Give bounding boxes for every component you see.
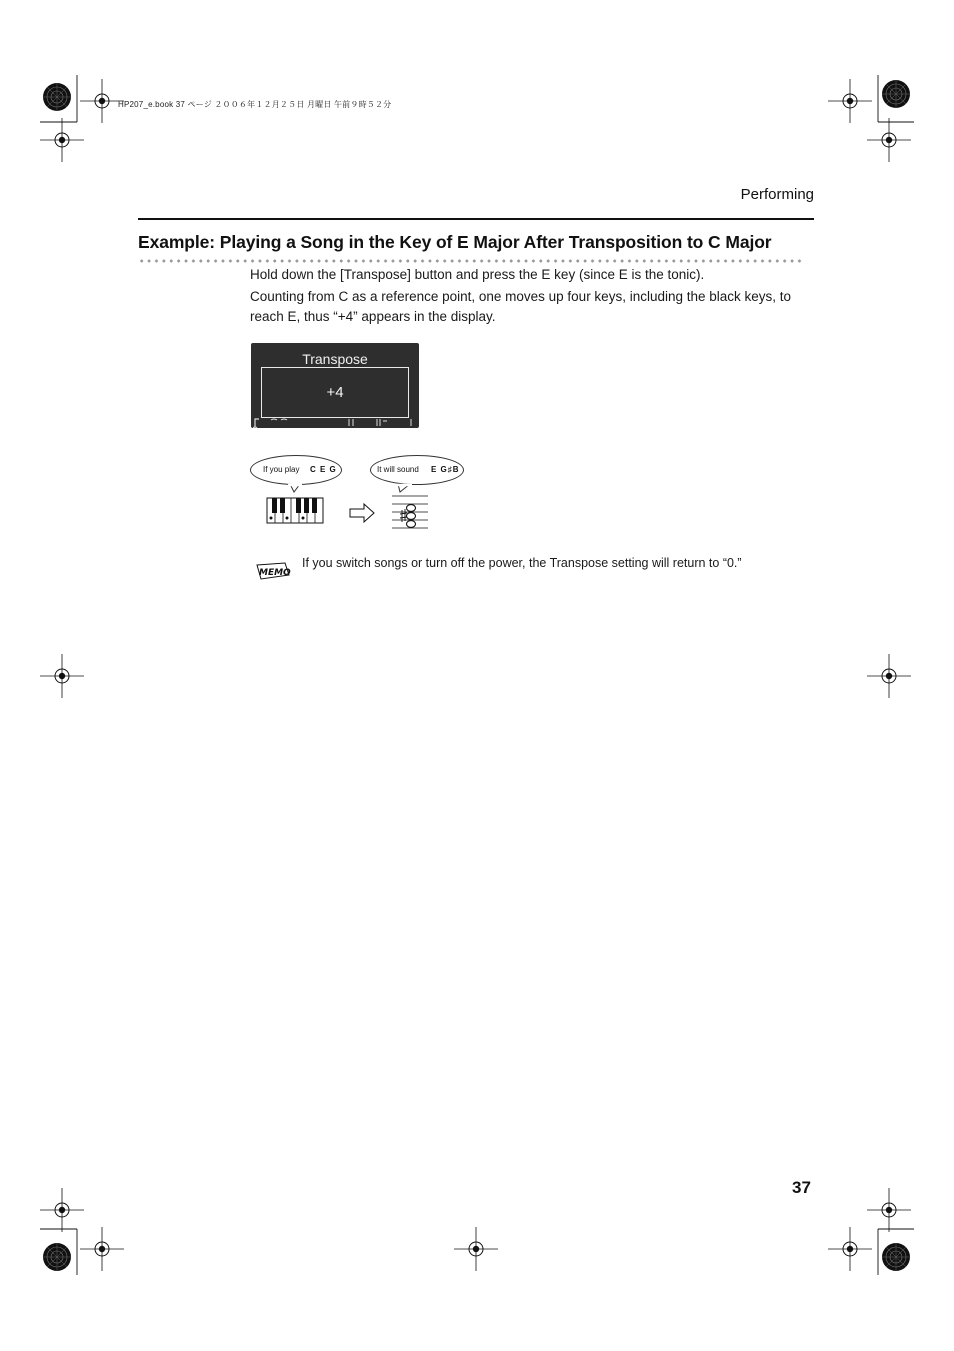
arrow-right-icon — [350, 504, 374, 522]
lcd-transpose-value: +4 — [326, 384, 344, 401]
print-header: HP207_e.book 37 ページ ２００６年１２月２５日 月曜日 午前９時５２分 — [118, 100, 392, 109]
section-heading: Example: Playing a Song in the Key of E Major After Transposition to C Major — [138, 232, 772, 252]
transpose-diagram-graphics — [250, 480, 470, 535]
bubble-play-prefix: If you play — [263, 465, 300, 474]
memo-text: If you switch songs or turn off the power, the Transpose setting will return to “0.” — [302, 556, 742, 570]
header-rule — [138, 218, 814, 220]
page-number: 37 — [792, 1178, 811, 1197]
bubble-sound-prefix: It will sound — [377, 465, 419, 474]
section-label: Performing — [740, 186, 814, 203]
svg-text:MEMO: MEMO — [259, 568, 291, 578]
instruction-paragraph: Hold down the [Transpose] button and press the E key (since E is the tonic). — [250, 267, 705, 282]
keyboard-icon — [267, 498, 323, 523]
lcd-title: Transpose — [302, 351, 368, 367]
lcd-display — [251, 343, 419, 428]
lcd-status-row — [253, 417, 417, 428]
dotted-divider — [138, 259, 804, 263]
memo-icon — [255, 561, 291, 581]
music-staff-icon — [392, 496, 428, 528]
bubble-sound-notes: E G♯B — [431, 465, 460, 474]
bubble-play-notes: C E G — [310, 465, 337, 474]
explanation-paragraph: Counting from C as a reference point, one moves up four keys, including the black keys, to reach E, thus “+4” appears in the display. — [250, 289, 792, 324]
